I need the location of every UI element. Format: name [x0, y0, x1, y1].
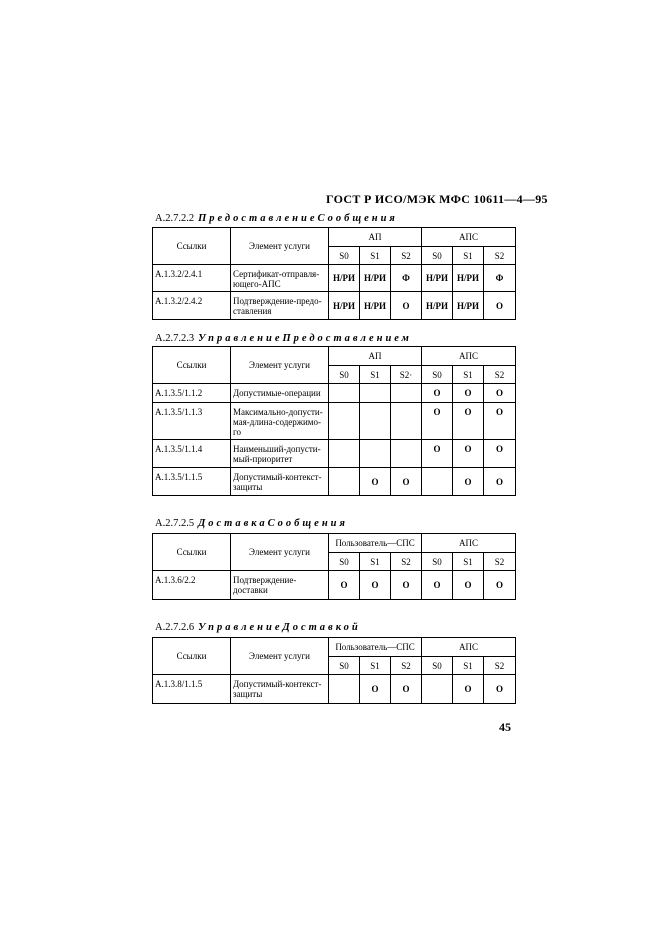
- group-header-2: АПС: [422, 534, 516, 553]
- section-table: [152, 346, 516, 496]
- value-cell: О: [484, 571, 516, 600]
- element-cell: Допустимый-контекст-защиты: [231, 675, 329, 704]
- section-number: A.2.7.2.5: [155, 518, 195, 529]
- section-number: A.2.7.2.6: [155, 622, 195, 633]
- table-row: [153, 440, 516, 468]
- sub-header: S0: [329, 657, 360, 675]
- ref-cell: A.1.3.5/1.1.3: [153, 403, 231, 440]
- section-name: ПредоставлениеСообщения: [198, 213, 398, 224]
- value-cell: [329, 675, 360, 704]
- value-cell: О: [453, 440, 484, 468]
- value-cell: О: [484, 403, 516, 440]
- value-cell: О: [391, 468, 422, 496]
- element-cell: Подтверждение-доставки: [231, 571, 329, 600]
- sub-header: S2: [391, 247, 422, 265]
- table-row: [153, 468, 516, 496]
- ref-cell: A.1.3.6/2.2: [153, 571, 231, 600]
- sub-header: S0: [422, 553, 453, 571]
- value-cell: Н/РИ: [360, 265, 391, 292]
- value-cell: О: [422, 440, 453, 468]
- document-header: ГОСТ Р ИСО/МЭК МФС 10611—4—95: [326, 192, 548, 206]
- page-number: 45: [499, 720, 511, 734]
- group-header-1: Пользователь—СПС: [329, 638, 422, 657]
- group-header-2: АПС: [422, 228, 516, 247]
- sub-header: S2: [484, 553, 516, 571]
- col-header-element: Элемент услуги: [231, 534, 329, 571]
- value-cell: О: [453, 675, 484, 704]
- sub-header: S1: [453, 247, 484, 265]
- value-cell: Н/РИ: [329, 265, 360, 292]
- section-title: [155, 213, 398, 224]
- value-cell: [329, 440, 360, 468]
- sub-header: S0: [329, 553, 360, 571]
- col-header-element: Элемент услуги: [231, 228, 329, 265]
- value-cell: О: [484, 440, 516, 468]
- value-cell: Ф: [391, 265, 422, 292]
- value-cell: О: [484, 292, 516, 320]
- value-cell: [360, 403, 391, 440]
- section-table: [152, 637, 516, 704]
- group-header-1: АП: [329, 228, 422, 247]
- value-cell: [329, 468, 360, 496]
- value-cell: Ф: [484, 265, 516, 292]
- sub-header: S0: [422, 657, 453, 675]
- value-cell: [360, 384, 391, 403]
- value-cell: О: [391, 571, 422, 600]
- value-cell: [422, 468, 453, 496]
- sub-header: S2: [391, 553, 422, 571]
- value-cell: О: [453, 571, 484, 600]
- sub-header: S0: [422, 366, 453, 384]
- table-row: [153, 265, 516, 292]
- ref-cell: A.1.3.8/1.1.5: [153, 675, 231, 704]
- section-title: [155, 333, 412, 344]
- sub-header: S0: [422, 247, 453, 265]
- value-cell: О: [360, 468, 391, 496]
- sub-header: S1: [453, 657, 484, 675]
- value-cell: О: [360, 571, 391, 600]
- sub-header: S1: [360, 366, 391, 384]
- value-cell: О: [453, 468, 484, 496]
- element-cell: Подтверждение-предо-ставления: [231, 292, 329, 320]
- table-row: [153, 384, 516, 403]
- value-cell: [360, 440, 391, 468]
- col-header-ref: Ссылки: [153, 347, 231, 384]
- element-cell: Допустимые-операции: [231, 384, 329, 403]
- col-header-ref: Ссылки: [153, 534, 231, 571]
- col-header-ref: Ссылки: [153, 638, 231, 675]
- sub-header: S1: [453, 366, 484, 384]
- value-cell: [329, 384, 360, 403]
- section-name: УправлениеДоставкой: [198, 622, 361, 633]
- value-cell: [329, 403, 360, 440]
- value-cell: О: [422, 403, 453, 440]
- value-cell: О: [360, 675, 391, 704]
- element-cell: Наименьший-допусти-мый-приоритет: [231, 440, 329, 468]
- value-cell: [391, 384, 422, 403]
- sub-header: S1: [360, 247, 391, 265]
- value-cell: О: [391, 292, 422, 320]
- table-row: [153, 403, 516, 440]
- value-cell: [391, 440, 422, 468]
- sub-header: S2: [484, 247, 516, 265]
- ref-cell: A.1.3.5/1.1.4: [153, 440, 231, 468]
- sub-header: S1: [360, 657, 391, 675]
- value-cell: Н/РИ: [422, 265, 453, 292]
- col-header-element: Элемент услуги: [231, 638, 329, 675]
- col-header-ref: Ссылки: [153, 228, 231, 265]
- value-cell: О: [484, 384, 516, 403]
- sub-header: S2: [391, 657, 422, 675]
- value-cell: О: [453, 403, 484, 440]
- group-header-2: АПС: [422, 347, 516, 366]
- element-cell: Допустимый-контекст-защиты: [231, 468, 329, 496]
- element-cell: Максимально-допусти-мая-длина-содержимо-го: [231, 403, 329, 440]
- col-header-element: Элемент услуги: [231, 347, 329, 384]
- sub-header: S2: [484, 366, 516, 384]
- value-cell: Н/РИ: [329, 292, 360, 320]
- element-cell: Сертификат-отправля-ющего-АПС: [231, 265, 329, 292]
- group-header-1: Пользователь—СПС: [329, 534, 422, 553]
- value-cell: О: [329, 571, 360, 600]
- value-cell: О: [422, 571, 453, 600]
- group-header-1: АП: [329, 347, 422, 366]
- section-table: [152, 227, 516, 320]
- section-title: [155, 518, 348, 529]
- value-cell: О: [453, 384, 484, 403]
- ref-cell: A.1.3.2/2.4.1: [153, 265, 231, 292]
- sub-header: S2: [484, 657, 516, 675]
- section-title: [155, 622, 361, 633]
- section-table: [152, 533, 516, 600]
- ref-cell: A.1.3.5/1.1.5: [153, 468, 231, 496]
- sub-header: S1: [453, 553, 484, 571]
- ref-cell: A.1.3.5/1.1.2: [153, 384, 231, 403]
- value-cell: О: [484, 468, 516, 496]
- section-number: A.2.7.2.2: [155, 213, 195, 224]
- section-name: ДоставкаСообщения: [198, 518, 348, 529]
- value-cell: Н/РИ: [453, 265, 484, 292]
- table-row: [153, 571, 516, 600]
- sub-header: S0: [329, 366, 360, 384]
- table-row: [153, 292, 516, 320]
- value-cell: [391, 403, 422, 440]
- value-cell: О: [422, 384, 453, 403]
- table-row: [153, 675, 516, 704]
- value-cell: [422, 675, 453, 704]
- value-cell: Н/РИ: [360, 292, 391, 320]
- sub-header: S1: [360, 553, 391, 571]
- value-cell: Н/РИ: [453, 292, 484, 320]
- sub-header: S0: [329, 247, 360, 265]
- value-cell: Н/РИ: [422, 292, 453, 320]
- value-cell: О: [484, 675, 516, 704]
- section-number: A.2.7.2.3: [155, 333, 195, 344]
- value-cell: О: [391, 675, 422, 704]
- section-name: УправлениеПредоставлением: [198, 333, 412, 344]
- sub-header: S2·: [391, 366, 422, 384]
- group-header-2: АПС: [422, 638, 516, 657]
- ref-cell: A.1.3.2/2.4.2: [153, 292, 231, 320]
